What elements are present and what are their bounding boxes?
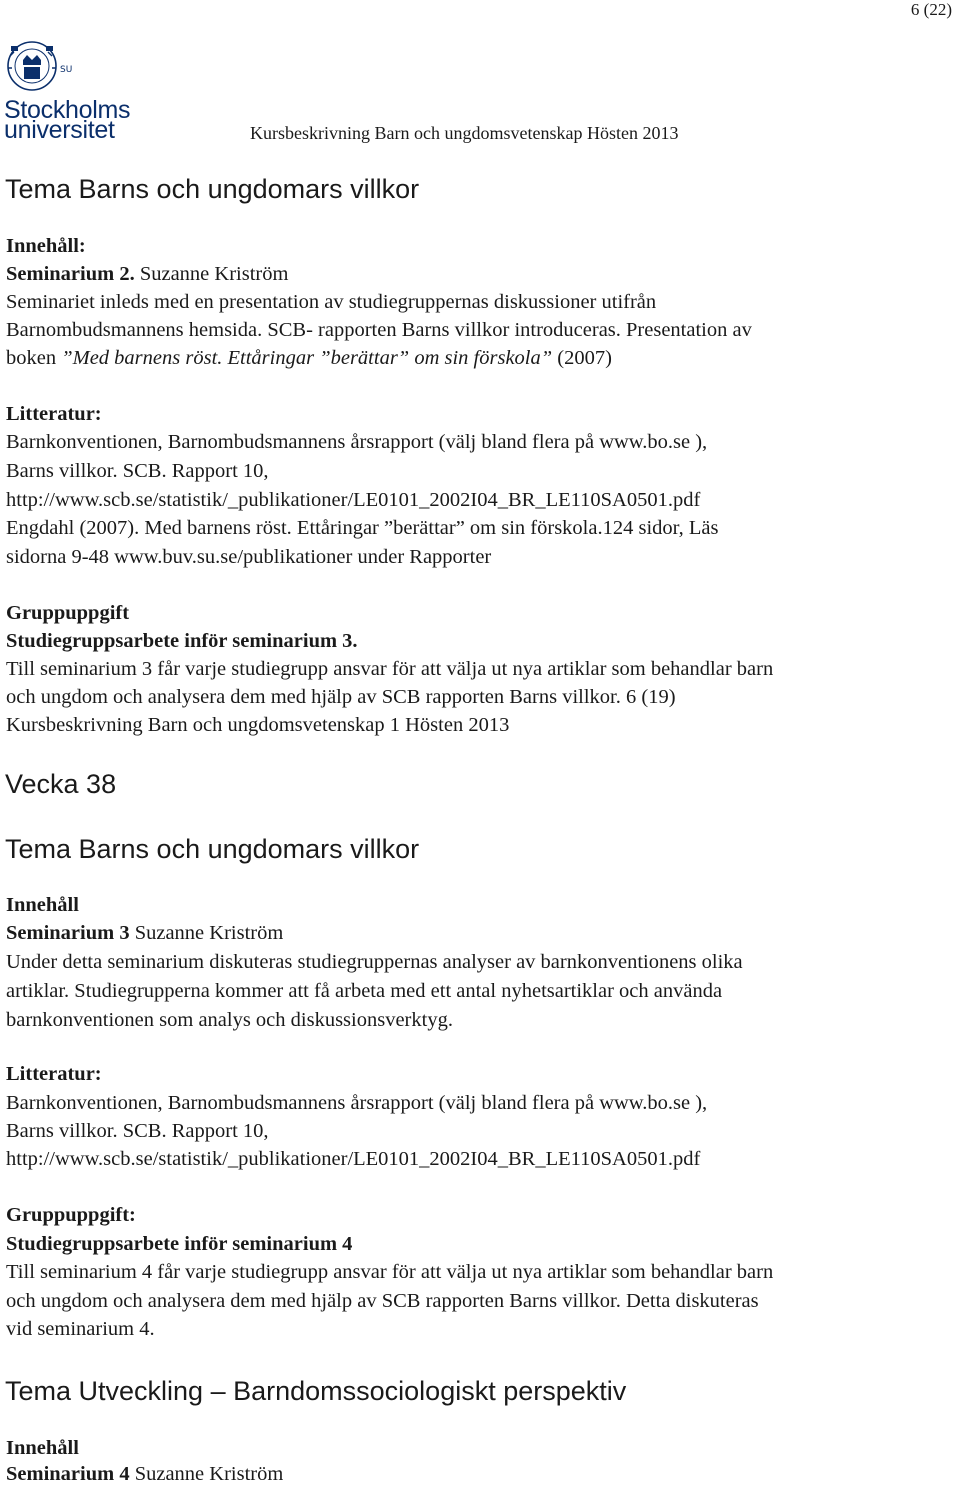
s1-litteratur-label: Litteratur: [6, 403, 102, 425]
logo-line1: Stockholms [4, 96, 131, 124]
s1-grupp-title: Studiegruppsarbete inför seminarium 3. [6, 630, 358, 652]
s2-lit-link[interactable]: http://www.scb.se/statistik/_publikationer/LE0101_2002I04_BR_LE110SA0501.pdf [6, 1148, 701, 1170]
section1-title: Tema Barns och ungdomars villkor [5, 174, 420, 204]
s1-grupp-line: Kursbeskrivning Barn och ungdomsvetenskap 1 Hösten 2013 [6, 714, 510, 736]
running-header: Kursbeskrivning Barn och ungdomsvetenskap Hösten 2013 [250, 123, 679, 143]
s1-paragraph: Barnombudsmannens hemsida. SCB- rapporten Barns villkor introduceras. Presentation av [6, 319, 752, 341]
s1-lit-line: Barns villkor. SCB. Rapport 10, [6, 460, 269, 482]
university-logo [2, 38, 131, 144]
s2-grupp-title: Studiegruppsarbete inför seminarium 4 [6, 1233, 353, 1255]
s1-lit-link[interactable]: http://www.scb.se/statistik/_publikationer/LE0101_2002I04_BR_LE110SA0501.pdf [6, 489, 701, 511]
s2-paragraph: Under detta seminarium diskuteras studiegruppernas analyser av barnkonventionens olika [6, 951, 743, 973]
s2-grupp-line: och ungdom och analysera dem med hjälp av SCB rapporten Barns villkor. Detta diskuteras [6, 1290, 759, 1312]
s1-paragraph: Seminariet inleds med en presentation av studiegruppernas diskussioner utifrån [6, 291, 657, 313]
s2-litteratur-label: Litteratur: [6, 1063, 102, 1085]
s2-innehall-label: Innehåll [6, 894, 79, 916]
s1-innehall-label: Innehåll: [6, 235, 86, 257]
s2-paragraph: barnkonventionen som analys och diskussionsverktyg. [6, 1009, 453, 1031]
s3-innehall-label: Innehåll [6, 1437, 79, 1459]
logo-line2: universitet [4, 116, 115, 144]
s2-grupp-line: vid seminarium 4. [6, 1318, 155, 1340]
section2-title: Tema Barns och ungdomars villkor [5, 834, 420, 864]
s1-lit-line: Engdahl (2007). Med barnens röst. Ettåringar ”berättar” om sin förskola.124 sidor, Läs [6, 517, 719, 539]
s1-gruppuppgift-label: Gruppuppgift [6, 602, 130, 624]
s1-grupp-line: Till seminarium 3 får varje studiegrupp ansvar för att välja ut nya artiklar som behandlar barn [6, 658, 774, 680]
s2-grupp-line: Till seminarium 4 får varje studiegrupp ansvar för att välja ut nya artiklar som behandlar barn [6, 1261, 774, 1283]
s1-lit-line: sidorna 9-48 www.buv.su.se/publikationer under Rapporter [6, 546, 492, 568]
svg-text:SU: SU [60, 65, 73, 75]
crown-seal-icon [2, 38, 122, 96]
s2-seminar-line: Seminarium 3 Suzanne Kriström [6, 922, 284, 944]
s1-grupp-line: och ungdom och analysera dem med hjälp av SCB rapporten Barns villkor. 6 (19) [6, 686, 676, 708]
s2-lit-line: Barnkonventionen, Barnombudsmannens årsrapport (välj bland flera på www.bo.se ), [6, 1092, 708, 1114]
s3-seminar-line: Seminarium 4 Suzanne Kriström [6, 1463, 284, 1485]
s1-seminar-line: Seminarium 2. Suzanne Kriström [6, 263, 289, 285]
section3-title: Tema Utveckling – Barndomssociologiskt perspektiv [5, 1376, 627, 1406]
s2-gruppuppgift-label: Gruppuppgift: [6, 1204, 136, 1226]
s2-lit-line: Barns villkor. SCB. Rapport 10, [6, 1120, 269, 1142]
week-heading: Vecka 38 [5, 769, 117, 799]
page-number: 6 (22) [910, 0, 952, 19]
s1-paragraph: boken ”Med barnens röst. Ettåringar ”berättar” om sin förskola” (2007) [6, 347, 612, 369]
s2-paragraph: artiklar. Studiegrupperna kommer att få arbeta med ett antal nyhetsartiklar och använda [6, 980, 723, 1002]
s1-lit-line: Barnkonventionen, Barnombudsmannens årsrapport (välj bland flera på www.bo.se ), [6, 431, 708, 453]
